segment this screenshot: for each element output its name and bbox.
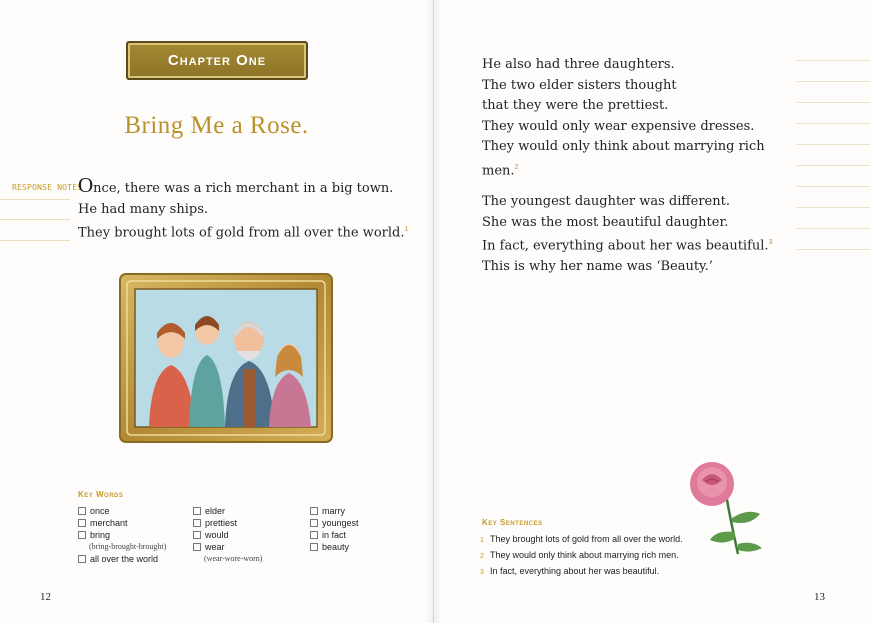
note-line xyxy=(0,199,70,200)
key-word: merchant xyxy=(90,518,128,528)
key-word: elder xyxy=(205,506,226,516)
checkbox[interactable] xyxy=(78,531,86,539)
drop-cap: O xyxy=(78,173,94,197)
story-title: Bring Me a Rose. xyxy=(124,112,309,139)
chapter-label: Chapter One xyxy=(167,52,267,69)
family-portrait-illustration xyxy=(119,273,333,443)
right-story-paragraph-1 xyxy=(482,55,792,181)
checkbox[interactable] xyxy=(310,531,318,539)
checkbox[interactable] xyxy=(310,507,318,515)
note-line xyxy=(0,240,70,241)
story-line: The youngest daughter was different. xyxy=(482,194,730,209)
key-word: beauty xyxy=(322,542,350,552)
key-sentence-number: 1 xyxy=(480,537,484,544)
story-line: that they were the prettiest. xyxy=(482,98,669,113)
checkbox[interactable] xyxy=(193,507,201,515)
story-line: He also had three daughters. xyxy=(482,57,675,72)
page-number-left: 12 xyxy=(40,591,51,603)
note-line xyxy=(0,219,70,220)
story-line: nce, there was a rich merchant in a big town. xyxy=(93,181,394,196)
key-word: bring xyxy=(90,530,111,540)
checkbox[interactable] xyxy=(78,507,86,515)
checkbox[interactable] xyxy=(78,555,86,563)
key-word-forms: (wear-wore-worn) xyxy=(204,554,263,563)
story-line: men. xyxy=(482,162,515,178)
story-line: They would only wear expensive dresses. xyxy=(482,118,755,134)
key-words-title: Key Words xyxy=(78,490,124,499)
rose-illustration xyxy=(686,458,770,558)
key-words-column-3 xyxy=(310,505,359,553)
key-word: youngest xyxy=(322,518,359,528)
story-line: In fact, everything about her was beautiful. xyxy=(482,238,769,254)
story-line: He had many ships. xyxy=(78,201,208,217)
response-notes-label: RESPONSE NOTES xyxy=(12,183,83,192)
checkbox[interactable] xyxy=(78,519,86,527)
key-word: in fact xyxy=(322,530,347,540)
checkbox[interactable] xyxy=(310,543,318,551)
checkbox[interactable] xyxy=(193,543,201,551)
response-note-lines xyxy=(796,60,870,270)
story-line: She was the most beautiful daughter. xyxy=(482,214,729,230)
footnote-marker: 2 xyxy=(514,163,519,171)
key-sentence xyxy=(480,532,683,548)
right-story-paragraph-2 xyxy=(482,192,792,277)
key-sentence-text: In fact, everything about her was beautiful. xyxy=(490,566,660,576)
checkbox[interactable] xyxy=(193,519,201,527)
key-word: once xyxy=(90,506,110,516)
checkbox[interactable] xyxy=(310,519,318,527)
checkbox[interactable] xyxy=(193,531,201,539)
key-word: wear xyxy=(205,542,225,552)
key-sentence-number: 2 xyxy=(480,553,484,560)
story-line: The two elder sisters thought xyxy=(482,77,677,93)
key-word-forms: (bring-brought-brought) xyxy=(89,542,167,551)
key-word: all over the world xyxy=(90,554,159,564)
story-line: This is why her name was ‘Beauty.’ xyxy=(482,258,713,274)
key-word: marry xyxy=(322,506,345,516)
key-word: prettiest xyxy=(205,518,238,528)
key-sentences-list xyxy=(480,532,683,580)
footnote-marker: 1 xyxy=(404,226,409,233)
key-word: would xyxy=(205,530,229,540)
key-sentence-number: 3 xyxy=(480,569,484,576)
book-gutter xyxy=(426,0,442,623)
page-number-right: 13 xyxy=(814,591,825,603)
key-sentence xyxy=(480,564,683,580)
key-sentence xyxy=(480,548,683,564)
story-line: They brought lots of gold from all over the world. xyxy=(78,225,405,241)
chapter-badge xyxy=(126,41,308,80)
key-sentence-text: They would only think about marrying rich men. xyxy=(490,550,679,560)
left-story-text xyxy=(78,175,418,244)
key-sentences-title: Key Sentences xyxy=(482,518,543,527)
story-line: They would only think about marrying rich xyxy=(482,139,765,154)
key-words-column-1 xyxy=(78,505,166,565)
key-sentence-text: They brought lots of gold from all over the world. xyxy=(490,534,683,544)
key-words-column-2 xyxy=(193,505,262,565)
footnote-marker: 3 xyxy=(768,239,773,246)
